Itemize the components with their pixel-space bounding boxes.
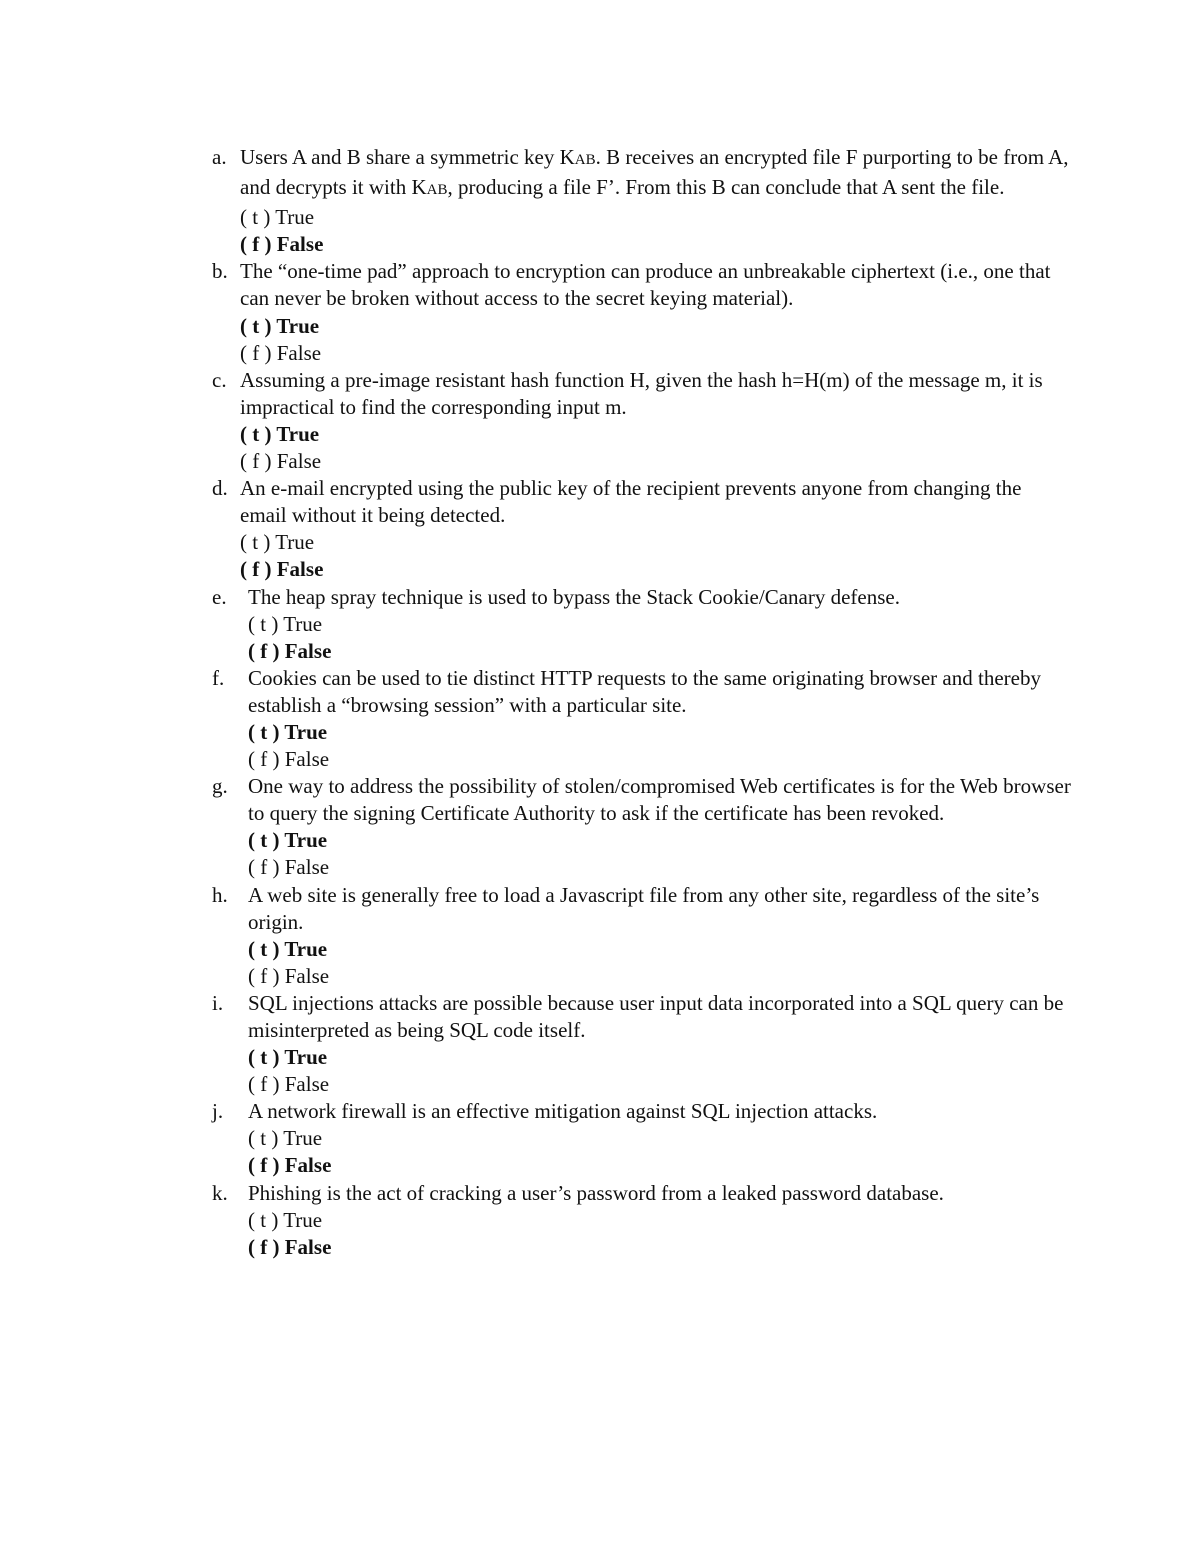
question-marker: c. <box>212 367 227 392</box>
option-false[interactable]: ( f ) False <box>248 1072 330 1097</box>
question-body <box>248 773 1072 881</box>
question-body <box>240 367 1072 475</box>
question-stem: Users A and B share a symmetric key KAB. B receives an encrypted file F purporting to be from A, and decrypts it with KAB, producing a file F’. From this B can conclude that A sent the file. <box>240 145 1069 200</box>
question-body <box>240 144 1072 258</box>
question-stem: A web site is generally free to load a Javascript file from any other site, regardless of the site’s origin. <box>248 882 1040 934</box>
question-body <box>248 1180 1072 1261</box>
subscript-ab: AB <box>426 182 448 199</box>
option-true-selected[interactable]: ( t ) True <box>248 936 328 961</box>
option-false-selected[interactable]: ( f ) False <box>248 1153 332 1178</box>
question-marker: f. <box>212 665 225 690</box>
question-a <box>212 144 1072 258</box>
option-true[interactable]: ( t ) True <box>240 530 315 555</box>
question-g <box>212 773 1072 881</box>
question-stem: SQL injections attacks are possible because user input data incorporated into a SQL query can be misinterpreted as being SQL code itself. <box>248 990 1064 1042</box>
option-true-selected[interactable]: ( t ) True <box>240 313 320 338</box>
option-true[interactable]: ( t ) True <box>248 1126 323 1151</box>
question-body <box>248 990 1072 1098</box>
question-marker: i. <box>212 990 224 1015</box>
question-marker: d. <box>212 476 228 501</box>
option-true[interactable]: ( t ) True <box>248 611 323 636</box>
option-true[interactable]: ( t ) True <box>240 205 315 230</box>
subscript-ab: AB <box>574 152 596 168</box>
question-i <box>212 990 1072 1098</box>
question-body <box>248 665 1072 773</box>
question-e <box>212 584 1072 665</box>
question-stem: The “one-time pad” approach to encryption can produce an unbreakable ciphertext (i.e., one that can never be broken without access to the secret keying material). <box>240 259 1051 311</box>
option-false-selected[interactable]: ( f ) False <box>248 1234 332 1259</box>
question-f <box>212 665 1072 773</box>
option-false[interactable]: ( f ) False <box>240 449 322 474</box>
question-list <box>212 144 1072 1261</box>
option-true-selected[interactable]: ( t ) True <box>248 1045 328 1070</box>
option-true-selected[interactable]: ( t ) True <box>240 421 320 446</box>
option-false-selected[interactable]: ( f ) False <box>248 638 332 663</box>
question-marker: g. <box>212 774 228 799</box>
question-body <box>248 882 1072 990</box>
question-stem: An e-mail encrypted using the public key of the recipient prevents anyone from changing the email without it being detected. <box>240 476 1022 528</box>
option-false-selected[interactable]: ( f ) False <box>240 232 324 257</box>
question-marker: k. <box>212 1180 228 1205</box>
option-true[interactable]: ( t ) True <box>248 1207 323 1232</box>
question-body <box>248 1098 1072 1179</box>
question-j <box>212 1098 1072 1179</box>
question-stem: Phishing is the act of cracking a user’s password from a leaked password database. <box>248 1180 944 1205</box>
question-c <box>212 367 1072 475</box>
option-false-selected[interactable]: ( f ) False <box>240 557 324 582</box>
option-true-selected[interactable]: ( t ) True <box>248 828 328 853</box>
question-stem: Cookies can be used to tie distinct HTTP requests to the same originating browser and thereby establish a “browsing session” with a particular site. <box>248 665 1041 717</box>
question-b <box>212 258 1072 366</box>
question-k <box>212 1180 1072 1261</box>
question-h <box>212 882 1072 990</box>
option-false[interactable]: ( f ) False <box>248 747 330 772</box>
question-stem: The heap spray technique is used to bypass the Stack Cookie/Canary defense. <box>248 584 900 609</box>
question-stem: Assuming a pre-image resistant hash function H, given the hash h=H(m) of the message m, it is impractical to find the corresponding input m. <box>240 367 1043 419</box>
question-marker: h. <box>212 882 228 907</box>
question-body <box>248 584 1072 665</box>
question-body <box>240 475 1072 583</box>
question-marker: j. <box>212 1099 224 1124</box>
option-false[interactable]: ( f ) False <box>248 963 330 988</box>
question-marker: a. <box>212 145 227 169</box>
question-marker: e. <box>212 584 227 609</box>
option-false[interactable]: ( f ) False <box>248 855 330 880</box>
question-d <box>212 475 1072 583</box>
question-body <box>240 258 1072 366</box>
option-false[interactable]: ( f ) False <box>240 340 322 365</box>
question-marker: b. <box>212 259 228 284</box>
question-stem: A network firewall is an effective mitigation against SQL injection attacks. <box>248 1099 878 1124</box>
option-true-selected[interactable]: ( t ) True <box>248 719 328 744</box>
question-stem: One way to address the possibility of stolen/compromised Web certificates is for the Web browser to query the signing Certificate Authority to ask if the certificate has been revoked. <box>248 774 1071 826</box>
